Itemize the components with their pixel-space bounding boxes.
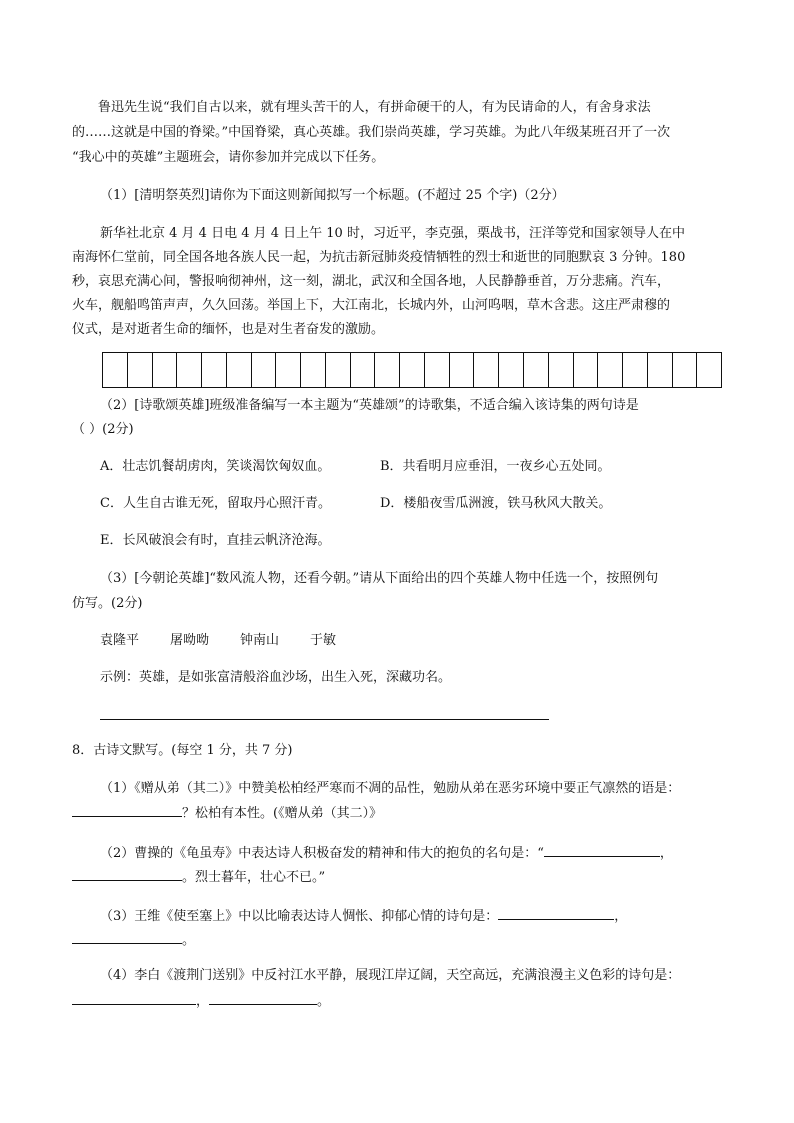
grid-cell[interactable] [648, 353, 673, 387]
intro-line-3: “我心中的英雄”主题班会，请你参加并完成以下任务。 [72, 150, 385, 165]
option-b: B．共看明月应垂泪，一夜乡心五处同。 [380, 459, 611, 474]
hero-name: 袁隆平 [100, 633, 140, 648]
option-d: D．楼船夜雪瓜洲渡，铁马秋风大散关。 [380, 496, 612, 511]
grid-cell[interactable] [474, 353, 499, 387]
q8-s3-line-2 [72, 929, 195, 951]
grid-cell[interactable] [400, 353, 425, 387]
intro-line-1: 鲁迅先生说“我们自古以来，就有埋头苦干的人，有拼命硬干的人，有为民请命的人，有舍身求法 [98, 100, 651, 115]
fill-blank[interactable] [72, 990, 196, 1005]
grid-cell[interactable] [549, 353, 574, 387]
intro-line-2: 的……这就是中国的脊梁。”中国脊梁，真心英雄。我们崇尚英雄，学习英雄。为此八年级某班召开了一次 [72, 125, 671, 140]
grid-cell[interactable] [276, 353, 301, 387]
fill-blank[interactable] [72, 929, 182, 944]
grid-cell[interactable] [450, 353, 475, 387]
q8-s1-line-1: （1）《赠从弟（其二）》中赞美松柏经严寒而不凋的品性，勉励从弟在恶劣环境中要正气凛然的语是： [100, 781, 681, 796]
q3-answer-line[interactable] [100, 719, 549, 720]
title-answer-grid[interactable] [102, 352, 722, 388]
news-line-5: 仪式，是对逝者生命的缅怀，也是对生者奋发的激励。 [72, 322, 385, 337]
q8-s3-line-1 [100, 905, 627, 927]
grid-cell[interactable] [301, 353, 326, 387]
grid-cell[interactable] [673, 353, 698, 387]
hero-name: 钟南山 [240, 633, 280, 648]
fill-blank[interactable] [498, 905, 614, 920]
q2-prompt-line-2: （ ）(2分) [72, 422, 134, 437]
grid-cell[interactable] [202, 353, 227, 387]
grid-cell[interactable] [227, 353, 252, 387]
news-line-1: 新华社北京 4 月 4 日电 4 月 4 日上午 10 时，习近平，李克强，栗战书，汪洋等党和国家领导人在中 [100, 226, 685, 241]
option-a: A．壮志饥餐胡虏肉，笑谈渴饮匈奴血。 [100, 459, 331, 474]
q8-s4-comma: ， [196, 994, 210, 1009]
fill-blank[interactable] [72, 802, 182, 817]
grid-cell[interactable] [574, 353, 599, 387]
grid-cell[interactable] [177, 353, 202, 387]
grid-cell[interactable] [524, 353, 549, 387]
q8-s2-comma: ， [659, 846, 673, 861]
q3-example: 示例：英雄，是如张富清般浴血沙场，出生入死，深藏功名。 [100, 670, 452, 685]
q8-s1-line-2 [72, 802, 382, 824]
news-line-2: 南海怀仁堂前，同全国各地各族人民一起，为抗击新冠肺炎疫情牺牲的烈士和逝世的同胞默哀 3 分钟。180 [72, 250, 686, 265]
grid-cell[interactable] [375, 353, 400, 387]
q8-s2-head: （2）曹操的《龟虽寿》中表达诗人积极奋发的精神和伟大的抱负的名句是：“ [100, 846, 544, 861]
option-e: E．长风破浪会有时，直挂云帆济沧海。 [100, 533, 331, 548]
q8-title: 8．古诗文默写。(每空 1 分，共 7 分) [72, 743, 293, 758]
q8-s2-tail: 。烈士暮年，壮心不已。” [182, 870, 326, 885]
hero-name: 屠呦呦 [170, 633, 210, 648]
q3-prompt-line-2: 仿写。(2分) [72, 596, 143, 611]
grid-cell[interactable] [103, 353, 128, 387]
news-line-3: 秒，哀思充满心间，警报响彻神州，这一刻，湖北，武汉和全国各地，人民静静垂首，万分悲痛。汽车， [72, 274, 671, 289]
q8-s3-tail: 。 [182, 933, 196, 948]
q8-s4-line-2 [72, 990, 330, 1012]
grid-cell[interactable] [598, 353, 623, 387]
q8-s4-line-1: （4）李白《渡荆门送别》中反衬江水平静，展现江岸辽阔，天空高远，充满浪漫主义色彩的诗句是： [100, 968, 681, 983]
grid-cell[interactable] [252, 353, 277, 387]
grid-cell[interactable] [697, 353, 721, 387]
fill-blank[interactable] [72, 866, 182, 881]
grid-cell[interactable] [128, 353, 153, 387]
q8-s4-tail: 。 [317, 994, 331, 1009]
q1-prompt: （1）[清明祭英烈]请你为下面这则新闻拟写一个标题。(不超过 25 个字)（2分） [100, 188, 565, 203]
fill-blank[interactable] [544, 842, 660, 857]
option-c: C．人生自古谁无死，留取丹心照汗青。 [100, 496, 331, 511]
news-line-4: 火车，舰船鸣笛声声，久久回荡。举国上下，大江南北，长城内外，山河呜咽，草木含悲。这庄严肃穆的 [72, 298, 671, 313]
q8-s2-line-1 [100, 842, 673, 864]
q8-s1-tail: ？松柏有本性。(《赠从弟（其二）》 [182, 806, 383, 821]
grid-cell[interactable] [351, 353, 376, 387]
grid-cell[interactable] [623, 353, 648, 387]
grid-cell[interactable] [499, 353, 524, 387]
q2-prompt-line-1: （2）[诗歌颂英雄]班级准备编写一本主题为“英雄颂”的诗歌集，不适合编入该诗集的两句诗是 [100, 398, 639, 413]
q8-s2-line-2 [72, 866, 325, 888]
q8-s3-head: （3）王维《使至塞上》中以比喻表达诗人惆怅、抑郁心情的诗句是： [100, 909, 499, 924]
fill-blank[interactable] [209, 990, 317, 1005]
grid-cell[interactable] [425, 353, 450, 387]
grid-cell[interactable] [153, 353, 178, 387]
grid-cell[interactable] [326, 353, 351, 387]
hero-name: 于敏 [310, 633, 337, 648]
q3-prompt-line-1: （3）[今朝论英雄]“数风流人物，还看今朝。”请从下面给出的四个英雄人物中任选一个，按照例句 [100, 571, 659, 586]
q8-s3-comma: ， [614, 909, 628, 924]
